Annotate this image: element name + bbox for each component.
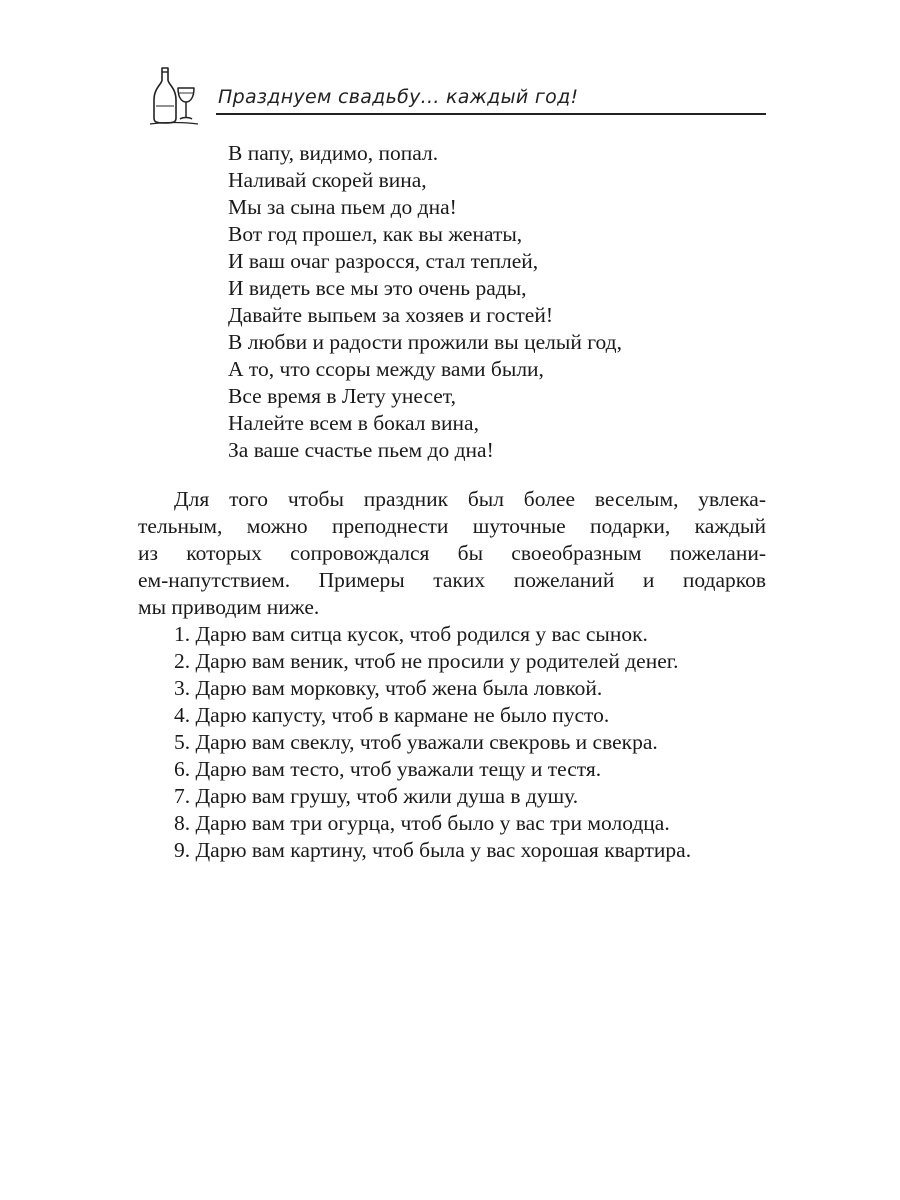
poem-line: И видеть все мы это очень рады, bbox=[228, 276, 527, 300]
running-header bbox=[150, 66, 770, 126]
poem-line: Наливай скорей вина, bbox=[228, 168, 427, 192]
poem-line: Мы за сына пьем до дна! bbox=[228, 195, 457, 219]
poem-line: Давайте выпьем за хозяев и гостей! bbox=[228, 303, 554, 327]
list-item: 1. Дарю вам ситца кусок, чтоб родился у вас сынок. bbox=[174, 622, 648, 646]
list-item: 7. Дарю вам грушу, чтоб жили душа в душу. bbox=[174, 784, 579, 808]
paragraph-line: Для того чтобы праздник был более веселым, увлека- bbox=[174, 487, 766, 511]
gift-list bbox=[174, 621, 691, 864]
intro-paragraph bbox=[138, 486, 766, 621]
header-divider bbox=[216, 113, 766, 115]
poem-line: В любви и радости прожили вы целый год, bbox=[228, 330, 622, 354]
list-item: 6. Дарю вам тесто, чтоб уважали тещу и тестя. bbox=[174, 757, 602, 781]
paragraph-line: из которых сопровождался бы своеобразным пожелани- bbox=[138, 541, 766, 565]
paragraph-line: ем-напутствием. Примеры таких пожеланий и подарков bbox=[138, 568, 766, 592]
paragraph-line: тельным, можно преподнести шуточные подарки, каждый bbox=[138, 514, 766, 538]
poem-line: В папу, видимо, попал. bbox=[228, 141, 439, 165]
bottle-and-glass-icon bbox=[150, 66, 198, 126]
poem-line: И ваш очаг разросся, стал теплей, bbox=[228, 249, 539, 273]
list-item: 8. Дарю вам три огурца, чтоб было у вас три молодца. bbox=[174, 811, 670, 835]
list-item: 5. Дарю вам свеклу, чтоб уважали свекровь и свекра. bbox=[174, 730, 658, 754]
list-item: 4. Дарю капусту, чтоб в кармане не было пусто. bbox=[174, 703, 610, 727]
poem-line: Вот год прошел, как вы женаты, bbox=[228, 222, 523, 246]
list-item: 9. Дарю вам картину, чтоб была у вас хорошая квартира. bbox=[174, 838, 692, 862]
poem bbox=[228, 140, 622, 464]
running-header-title: Празднуем свадьбу... каждый год! bbox=[218, 86, 579, 108]
poem-line: Все время в Лету унесет, bbox=[228, 384, 456, 408]
list-item: 3. Дарю вам морковку, чтоб жена была ловкой. bbox=[174, 676, 603, 700]
poem-line: За ваше счастье пьем до дна! bbox=[228, 438, 494, 462]
poem-line: Налейте всем в бокал вина, bbox=[228, 411, 479, 435]
paragraph-line: мы приводим ниже. bbox=[138, 595, 320, 619]
list-item: 2. Дарю вам веник, чтоб не просили у родителей денег. bbox=[174, 649, 679, 673]
poem-line: А то, что ссоры между вами были, bbox=[228, 357, 544, 381]
